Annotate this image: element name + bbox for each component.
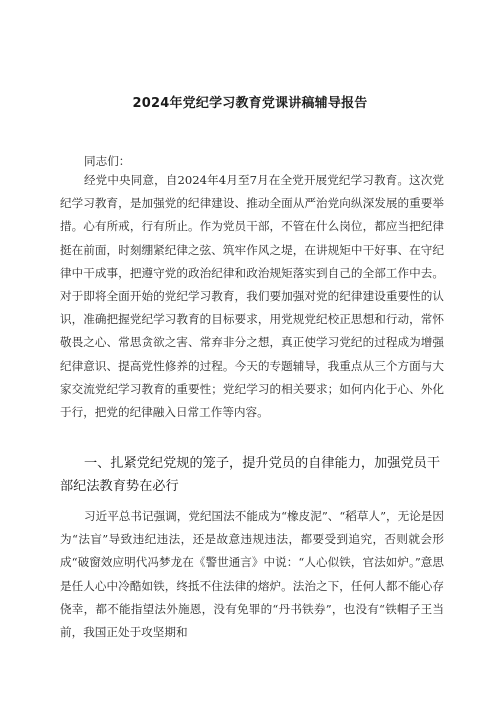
paragraph-section-1: 习近平总书记强调，党纪国法不能成为“橡皮泥”、“稻草人”，无论是因为“法盲”导致违纪违法，还是故意违规违法，都要受到追究，否则就会形成“破窗效应明代冯梦龙在《警世通言》中说：“人心似铁，官法如炉。”意思是任人心中冷酷如铁，终抵不住法律的熔炉。法治之下，任何人都不能心存侥幸，都不能指望法外施恩，没有免罪的“丹书铁券”，也没有“铁帽子王当前，我国正处于攻坚期和 — [60, 509, 444, 640]
document-title: 2024年党纪学习教育党课讲稿辅导报告 — [132, 96, 368, 111]
section-heading-1: 一、扎紧党纪党规的笼子，提升党员的自律能力，加强党员干部纪法教育势在必行 — [60, 456, 441, 494]
paragraph-intro: 经党中央同意，自2024年4月至7月在全党开展党纪学习教育。这次党纪学习教育，是加强党的纪律建设、推动全面从严治党向纵深发展的重要举措。心有所戒，行有所止。作为党员干部，不管在什么岗位，都应当把纪律挺在前面，时刻绷紧纪律之弦、筑牢作风之堤，在讲规矩中干好事、在守纪律中干成事，把遵守党的政治纪律和政治规矩落实到自己的全部工作中去。对于即将全面开始的党纪学习教育，我们要加强对党的纪律建设重要性的认识，准确把握党纪学习教育的目标要求，用党规党纪校正思想和行动，常怀敬畏之心、常思贪欲之害、常弃非分之想，真正使学习党纪的过程成为增强纪律意识、提高党性修养的过程。今天的专题辅导，我重点从三个方面与大家交流党纪学习教育的重要性；党纪学习的相关要求；如何内化于心、外化于行，把党的纪律融入日常工作等内容。 — [60, 173, 444, 420]
greeting: 同志们： — [84, 154, 131, 168]
